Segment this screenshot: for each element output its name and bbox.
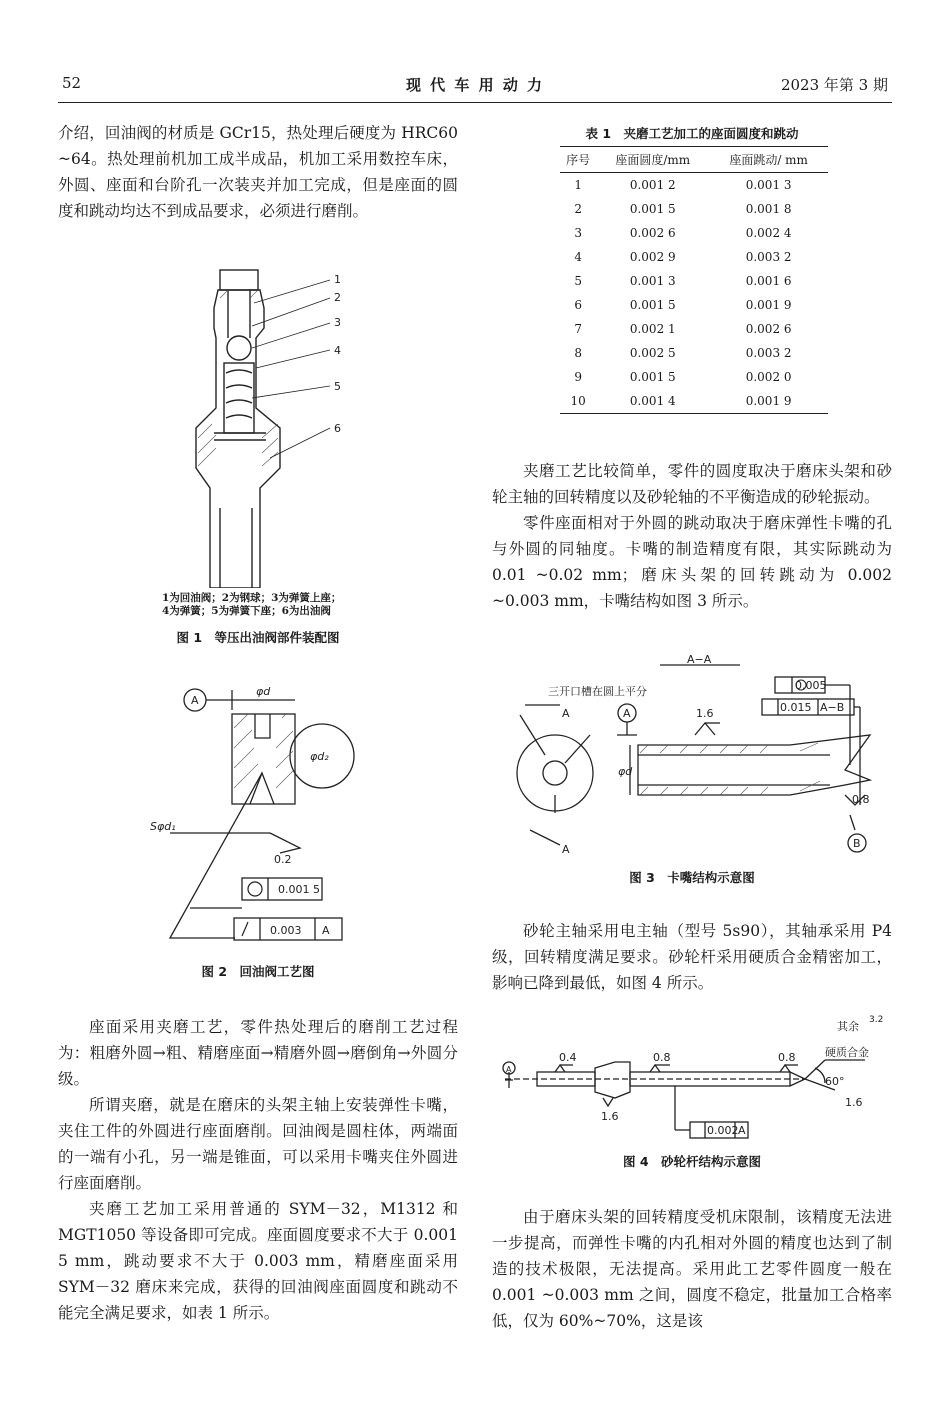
table-1 [560,146,828,414]
table-cell: 0.001 3 [745,178,792,192]
figure-4-caption: 图 4 砂轮杆结构示意图 [622,1154,762,1169]
fig4-roughness-2: 0.8 [653,1051,671,1064]
right-body-1 [492,458,892,614]
fig3-section-a-top: A [562,707,570,720]
fig1-legend: 1为回油阀；2为钢球；3为弹簧上座； 4为弹簧；5为弹簧下座；6为出油阀 [162,592,342,617]
fig2-phid2: φd₂ [310,750,329,763]
table-row [560,221,828,245]
table-cell: 5 [574,274,582,288]
fig2-datum-a: A [191,694,199,707]
left-para-2: 座面采用夹磨工艺，零件热处理后的磨削工艺过程为：粗磨外圆→粗、精磨座面→精磨外圆→磨倒角→外圆分级。 [58,1018,458,1088]
table-cell: 0.001 2 [629,178,676,192]
table-1-caption: 表 1 夹磨工艺加工的座面圆度和跳动 [585,126,799,141]
table-row [560,269,828,293]
fig4-roughness-5: 1.6 [845,1096,863,1109]
right-para-1: 夹磨工艺比较简单，零件的圆度取决于磨床头架和砂轮主轴的回转精度以及砂轮轴的不平衡造成的砂轮振动。 [492,462,892,506]
table-row [560,365,828,389]
fig4-alloy-label: 硬质合金 [825,1046,869,1059]
table-cell: 8 [574,346,582,360]
table-row [560,173,828,198]
right-para-2: 零件座面相对于外圆的跳动取决于磨床弹性卡嘴的孔与外圆的同轴度。卡嘴的制造精度有限，其实际跳动为 0.01 ~0.02 mm；磨床头架的回转跳动为 0.002 ~0.003 mm，卡嘴结构如图 3 所示。 [492,514,892,610]
table-cell: 0.001 4 [596,389,709,414]
fig1-label-3: 3 [334,316,341,329]
table-row [560,389,828,414]
table-cell: 7 [574,322,582,336]
fig1-label-2: 2 [334,291,341,304]
figure-2-caption: 图 2 回油阀工艺图 [201,964,315,979]
fig3-section-label: A−A [687,655,712,666]
table-cell: 1 [574,178,582,192]
table-cell: 0.002 0 [745,370,792,384]
fig1-label-5: 5 [334,380,341,393]
fig4-runout-value: 0.002 [707,1124,739,1137]
fig4-roughness-1: 0.4 [559,1051,577,1064]
fig2-phid: φd [256,685,271,698]
fig4-roughness-3: 0.8 [778,1051,796,1064]
figure-2-drawing [150,678,390,958]
issue-label: 2023 年第 3 期 [780,76,888,94]
left-para-1: 介绍，回油阀的材质是 GCr15，热处理后硬度为 HRC60 ~64。热处理前机加工成半成品，机加工采用数控车床，外圆、座面和台阶孔一次装夹并加工完成，但是座面的圆度和跳动均达不到成品要求，必须进行磨削。 [58,124,458,220]
table-cell: 0.002 6 [745,322,792,336]
fig2-runout-value: 0.003 [270,924,302,937]
table-cell: 9 [574,370,582,384]
fig4-rest-label: 其余 [837,1020,859,1033]
table-cell: 0.002 1 [629,322,676,336]
fig3-section-a-bottom: A [562,843,570,856]
fig3-phid: φd [618,765,633,778]
fig4-datum-a: A [506,1065,512,1074]
left-body-text [58,1014,458,1326]
table-row [560,293,828,317]
table-cell: 0.002 9 [629,250,676,264]
fig3-roundness-value: 0.005 [795,679,827,692]
table-cell: 0.002 5 [629,346,676,360]
fig1-label-1: 1 [334,273,341,286]
table-row [560,317,828,341]
table-cell: 0.001 5 [629,202,676,216]
right-para-3: 砂轮主轴采用电主轴（型号 5s90），其轴承采用 P4 级，回转精度满足要求。砂轮杆采用硬质合金精密加工，影响已降到最低，如图 4 所示。 [492,922,892,992]
fig3-datum-a: A [623,707,631,720]
fig2-runout-datum: A [322,924,330,937]
table-cell: 0.001 8 [745,202,792,216]
table-cell: 0.001 9 [745,298,792,312]
fig2-roughness: 0.2 [274,853,292,866]
table-cell: 0.001 9 [709,389,828,414]
fig3-roughness-2: 0.8 [852,793,870,806]
figure-1-drawing [190,268,370,588]
table-cell: 0.002 4 [745,226,792,240]
table-cell: 10 [560,389,596,414]
table-cell: 0.002 6 [629,226,676,240]
table-cell: 6 [574,298,582,312]
journal-title: 现 代 车 用 动 力 [405,76,545,94]
table-cell: 2 [574,202,582,216]
fig1-label-4: 4 [334,344,341,357]
fig3-runout-datum: A−B [820,701,845,714]
fig4-roughness-4: 1.6 [601,1110,619,1123]
table-cell: 0.001 6 [745,274,792,288]
figure-3-caption: 图 3 卡嘴结构示意图 [629,870,755,885]
table-cell: 4 [574,250,582,264]
fig1-label-6: 6 [334,422,341,435]
table-cell: 3 [574,226,582,240]
header-rule [58,102,892,103]
figure-3-drawing [500,655,890,860]
fig3-slot-note: 三开口槽在圆上平分 [548,685,647,698]
figure-4-drawing [495,1010,885,1150]
table-row [560,341,828,365]
fig3-datum-b: B [853,837,861,850]
right-body-2 [492,918,892,996]
left-para-4: 夹磨工艺加工采用普通的 SYM－32，M1312 和 MGT1050 等设备即可完成。座面圆度要求不大于 0.001 5 mm，跳动要求不大于 0.003 mm，精磨座面采用 SYM－32 磨床来完成，获得的回油阀座面圆度和跳动不能完全满足要求，如表 1 所示。 [58,1200,458,1322]
left-para-3: 所谓夹磨，就是在磨床的头架主轴上安装弹性卡嘴，夹住工件的外圆进行座面磨削。回油阀是圆柱体，两端面的一端有小孔，另一端是锥面，可以采用卡嘴夹住外圆进行座面磨削。 [58,1096,458,1192]
table-cell: 0.003 2 [745,250,792,264]
right-body-3 [492,1204,892,1334]
page-number: 52 [62,74,82,92]
fig4-rest-value: 3.2 [869,1015,884,1025]
fig4-angle: 60° [825,1075,845,1088]
table-cell: 0.001 5 [629,370,676,384]
table-cell: 0.001 5 [629,298,676,312]
table-header-row: 序号 座面圆度/mm 座面跳动/ mm [560,147,828,173]
figure-1-caption: 图 1 等压出油阀部件装配图 [176,630,340,645]
fig3-runout-value: 0.015 [780,701,812,714]
fig2-roundness-value: 0.001 5 [278,883,320,896]
table-row [560,197,828,221]
fig2-sphid1: Sφd₁ [150,820,176,833]
table-cell: 0.001 3 [629,274,676,288]
table-row [560,245,828,269]
table-cell: 0.003 2 [745,346,792,360]
fig4-runout-datum: A [738,1124,746,1137]
fig3-roughness-1: 1.6 [696,707,714,720]
right-para-4: 由于磨床头架的回转精度受机床限制，该精度无法进一步提高，而弹性卡嘴的内孔相对外圆的精度也达到了制造的技术极限，无法提高。采用此工艺零件圆度一般在 0.001 ~0.003 mm 之间，圆度不稳定，批量加工合格率低，仅为 60%~70%，这是该 [492,1208,892,1330]
